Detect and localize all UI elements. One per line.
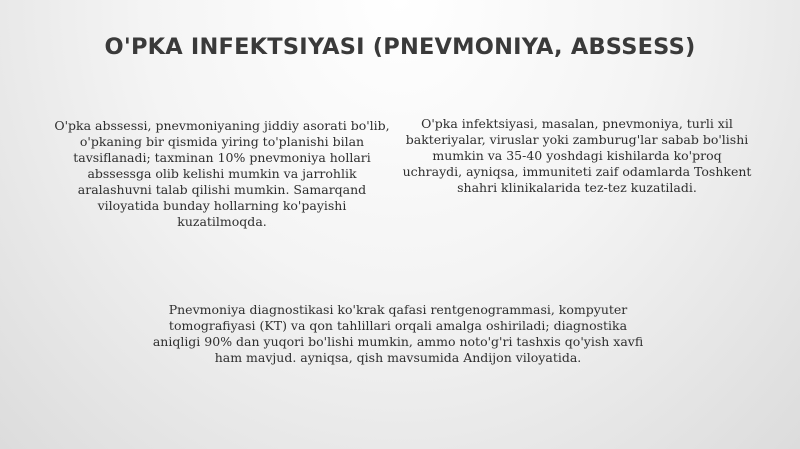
slide-title: O'PKA INFEKTSIYASI (PNEVMONIYA, ABSSESS) xyxy=(104,34,696,60)
paragraph-lung-infection: O'pka infektsiyasi, masalan, pnevmoniya, turli xil bakteriyalar, viruslar yoki zamburug'lar sabab bo'lishi mumkin va 35-40 yoshdagi kishilarda ko'proq uchraydi, ayniqsa, immuniteti zaif odamlarda Toshkent shahri klinikalarida tez-tez kuzatiladi. xyxy=(402,116,752,195)
paragraph-lung-abscess: O'pka abssessi, pnevmoniyaning jiddiy asorati bo'lib, o'pkaning bir qismida yiring to'planishi bilan tavsiflanadi; taxminan 10% pnevmoniya hollari abssessga olib kelishi mumkin va jarrohlik aralashuvni talab qilishi mumkin. Samarqand viloyatida bunday hollarning ko'payishi kuzatilmoqda. xyxy=(54,118,390,229)
paragraph-diagnostics: Pnevmoniya diagnostikasi ko'krak qafasi rentgenogrammasi, kompyuter tomografiyasi (KT) va qon tahlillari orqali amalga oshiriladi; diagnostika aniqligi 90% dan yuqori bo'lishi mumkin, ammo noto'g'ri tashxis qo'yish xavfi ham mavjud. ayniqsa, qish mavsumida Andijon viloyatida. xyxy=(152,302,644,365)
